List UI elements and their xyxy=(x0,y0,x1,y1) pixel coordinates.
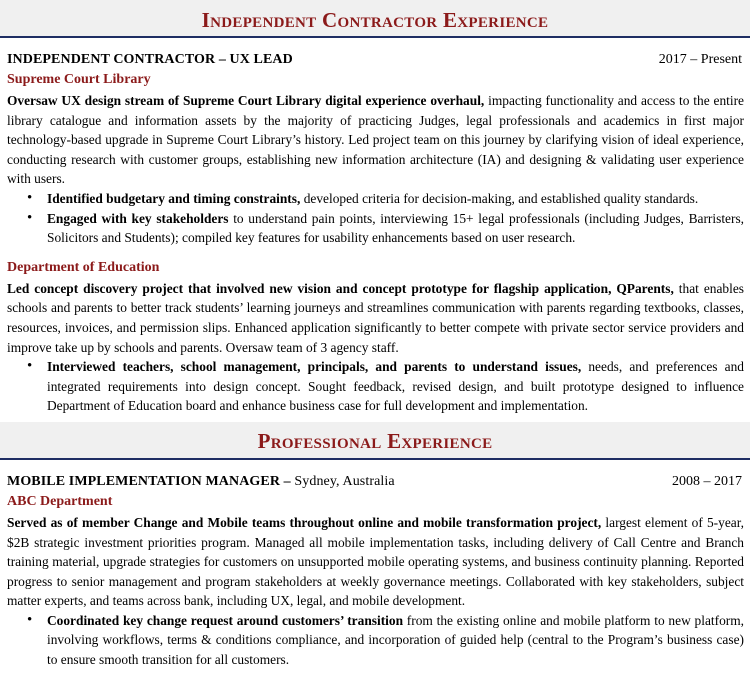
role-dates: 2017 – Present xyxy=(658,52,742,67)
bullet-lead: Interviewed teachers, school management, principals, and parents to understand issues, xyxy=(47,359,582,375)
summary-lead: Served as of member Change and Mobile teams throughout online and mobile transformation project, xyxy=(7,514,602,530)
summary-lead: Oversaw UX design stream of Supreme Court Library digital experience overhaul, xyxy=(7,93,485,108)
summary-lead: Led concept discovery project that involved new vision and concept prototype for flagship application, QParents, xyxy=(7,280,674,296)
organization-name: ABC Department xyxy=(7,493,113,509)
bullet-text: needs, and preferences and integrated requirements into design concept. Sought feedback, revised design, and built prototype designed to influence Department of Education board and enhance business case for full development and implementation. xyxy=(47,359,744,414)
achievement-list xyxy=(25,357,744,416)
bullet-lead: Engaged with key stakeholders xyxy=(47,210,229,226)
bullet-icon: • xyxy=(27,209,33,226)
role-header-contractor xyxy=(7,50,744,70)
list-item xyxy=(25,611,744,670)
role-title: INDEPENDENT CONTRACTOR – UX LEAD xyxy=(7,52,293,67)
section-heading-professional: Professional Experience xyxy=(0,422,750,460)
organization-name: Supreme Court Library xyxy=(7,72,151,87)
role-summary xyxy=(7,91,744,189)
bullet-text: developed criteria for decision-making, and established quality standards. xyxy=(300,190,699,206)
organization-name: Department of Education xyxy=(7,259,160,275)
achievement-list xyxy=(25,189,744,248)
summary-text: largest element of 5-year, $2B strategic investment priorities program. Managed all mobile implementation tasks, including delivery of Call Centre and Branch training material, upgrade strategies for customers on unsupported mobile operating systems, and business continuity planning. Reported progress to senior management and program stakeholders at weekly governance meetings. Collaborated with key stakeholders, subject matter experts, and teams across bank, including UX, legal, and mobile development. xyxy=(7,514,744,609)
bullet-icon: • xyxy=(27,358,33,375)
summary-text: that enables schools and parents to better track students’ learning journeys and streamlines communication with parents regarding textbooks, classes, resources, invoices, and permission slips. Enhanced application significantly to better compete with private sector service providers and improve take up by schools and parents. Oversaw team of 3 agency staff. xyxy=(7,280,744,355)
section-heading-contractor: Independent Contractor Experience xyxy=(0,0,750,38)
role-summary xyxy=(7,279,744,357)
bullet-lead: Identified budgetary and timing constraints, xyxy=(47,190,301,206)
bullet-lead: Coordinated key change request around customers’ transition xyxy=(47,612,404,628)
summary-text: impacting functionality and access to the entire library catalogue and information assets by the majority of practicing Judges, legal professionals and academics in first major technology-based upgrade in Supreme Court Library’s history. Led project team on this journey by clarifying vision of ideal experience, conducting research with customer groups, establishing new information architecture (IA) and designing & validating user experience with users. xyxy=(7,93,744,187)
role-title: MOBILE IMPLEMENTATION MANAGER – xyxy=(7,473,291,489)
role-dates: 2008 – 2017 xyxy=(672,473,742,489)
bullet-icon: • xyxy=(27,611,33,628)
bullet-text: from the existing online and mobile platform to new platform, involving workflows, terms & conditions compliance, and incorporation of guided help (central to the Program’s business case) to ensure smooth transition for all customers. xyxy=(47,612,744,668)
achievement-list xyxy=(25,611,744,670)
list-item xyxy=(25,209,744,248)
role-header-mobile xyxy=(7,472,744,492)
list-item xyxy=(25,357,744,416)
role-summary xyxy=(7,513,744,611)
role-location: Sydney, Australia xyxy=(290,473,395,489)
role-title-wrapper xyxy=(7,472,395,492)
bullet-text: to understand pain points, interviewing 15+ legal professionals (including Judges, Barristers, Solicitors and Students); compiled key features for usability enhancements based on user research. xyxy=(47,210,745,246)
bullet-icon: • xyxy=(27,189,33,206)
list-item xyxy=(25,189,744,209)
